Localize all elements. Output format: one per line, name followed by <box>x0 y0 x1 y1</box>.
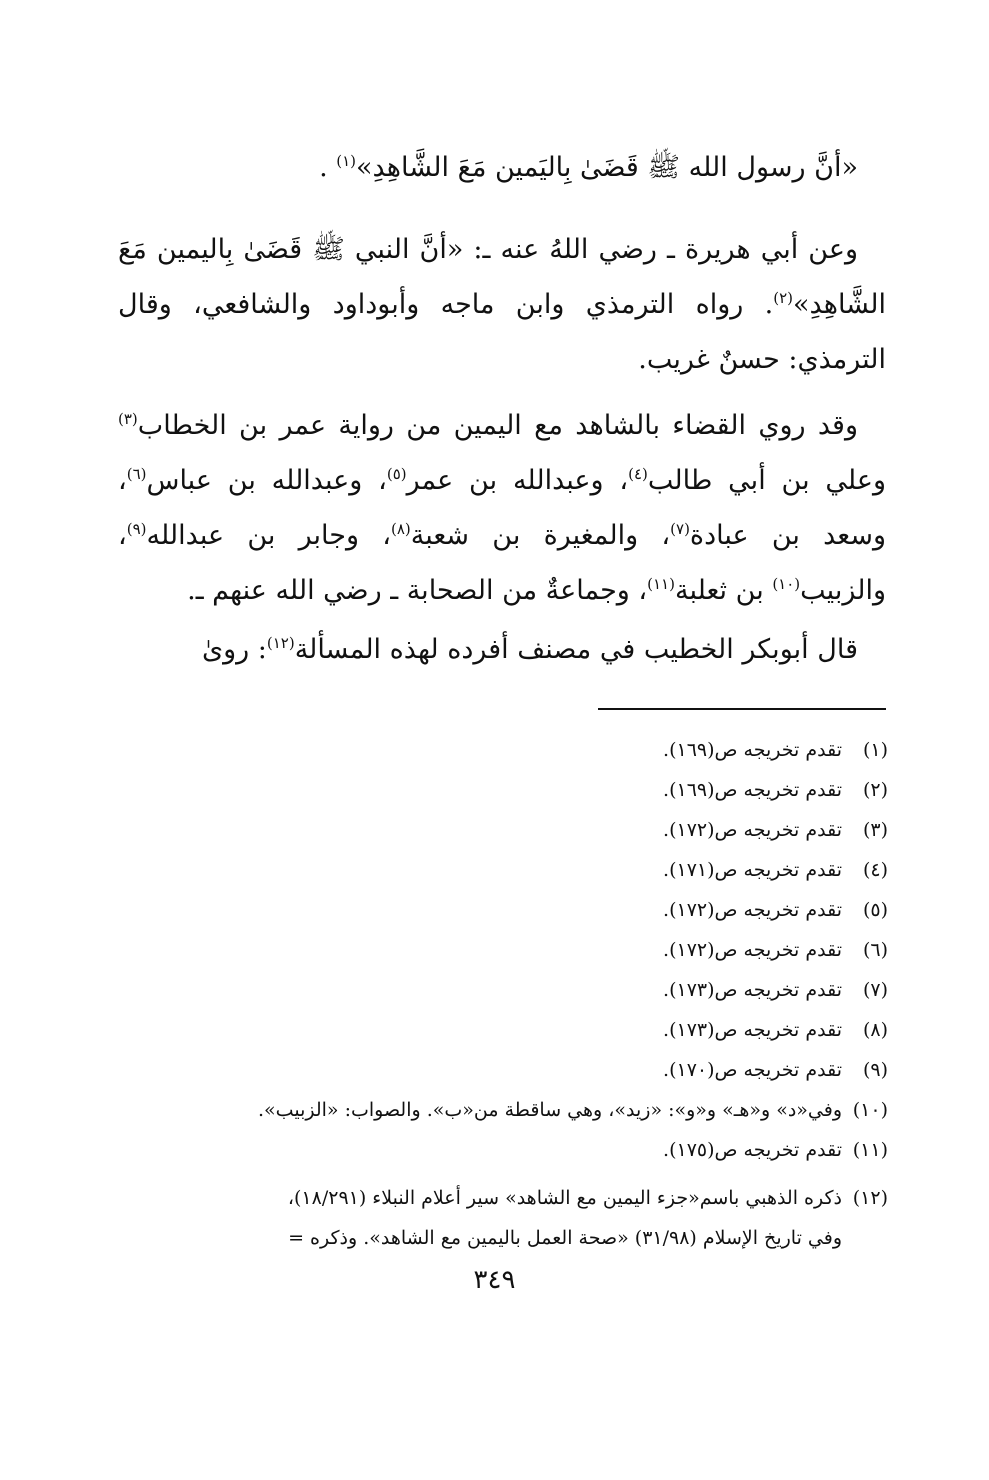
footnote-7 <box>118 970 888 1010</box>
p3-s8: ، والزبيب <box>118 520 886 606</box>
footnote-ref-4: (٤) <box>628 465 648 483</box>
footnote-text: تقدم تخريجه ص(١٧٠). <box>663 1059 842 1081</box>
footnote-ref-7: (٧) <box>670 520 690 538</box>
p3-s6: ، والمغيرة بن شعبة <box>410 520 671 551</box>
p3-s3: ، وعبدالله بن عمر <box>406 465 629 496</box>
footnote-text-continued: وفي تاريخ الإسلام (٣١/٩٨) «صحة العمل باليمين مع الشاهد». وذكره = <box>288 1227 842 1249</box>
paragraph-2-part1: وعن أبي هريرة ـ رضي اللهُ عنه ـ: «أنَّ النبي ﷺ قَضَىٰ بِاليمين مَعَ الشَّاهِدِ» <box>118 234 886 320</box>
footnote-text: ذكره الذهبي باسم«جزء اليمين مع الشاهد» سير أعلام النبلاء (١٨/٢٩١)، <box>287 1187 842 1209</box>
p3-s4: ، وعبدالله بن عباس <box>146 465 387 496</box>
footnote-text: تقدم تخريجه ص(١٧٢). <box>663 939 842 961</box>
paragraph-2 <box>118 222 886 387</box>
footnote-ref-6: (٦) <box>126 465 147 483</box>
paragraph-3 <box>118 398 886 618</box>
footnote-11 <box>118 1130 888 1170</box>
page-number: ٣٤٩ <box>473 1265 516 1295</box>
footnote-text: تقدم تخريجه ص(١٦٩). <box>663 779 842 801</box>
p3-s1: وقد روي القضاء بالشاهد مع اليمين من رواية عمر بن الخطاب <box>137 410 858 441</box>
p3-s10: ، وجماعةٌ من الصحابة ـ رضي الله عنهم ـ. <box>187 575 648 606</box>
footnote-ref-10: (١٠) <box>772 575 801 593</box>
paragraph-1 <box>118 140 886 195</box>
footnote-12 <box>118 1178 888 1258</box>
p3-s9: بن ثعلبة <box>674 575 773 606</box>
footnote-number: (١١) <box>852 1139 888 1161</box>
footnote-text: تقدم تخريجه ص(١٧٥). <box>663 1139 842 1161</box>
footnote-ref-11: (١١) <box>647 575 675 593</box>
footnote-1 <box>118 730 888 770</box>
footnote-2 <box>118 770 888 810</box>
footnote-number: (٧) <box>862 979 888 1001</box>
footnote-4 <box>118 850 888 890</box>
footnote-ref-5: (٥) <box>386 465 407 483</box>
footnote-separator <box>598 708 886 710</box>
footnote-number: (١٢) <box>852 1187 888 1209</box>
footnote-text: تقدم تخريجه ص(١٧٣). <box>663 979 842 1001</box>
hadith-quote: «أنَّ رسول الله ﷺ قَضَىٰ بِاليَمين مَعَ الشَّاهِدِ» <box>356 152 858 183</box>
footnote-ref-2: (٢) <box>773 289 794 307</box>
footnote-number: (٩) <box>862 1059 888 1081</box>
footnote-number: (٥) <box>862 899 888 921</box>
footnote-number: (٨) <box>862 1019 888 1041</box>
footnote-6 <box>118 930 888 970</box>
footnote-ref-9: (٩) <box>126 520 147 538</box>
footnote-number: (١٠) <box>852 1099 888 1121</box>
paragraph-2-part2: . رواه الترمذي وابن ماجه وأبوداود والشافعي، وقال الترمذي: حسنٌ غريب. <box>118 289 886 375</box>
footnote-text: تقدم تخريجه ص(١٧١). <box>663 859 842 881</box>
footnote-number: (٤) <box>862 859 888 881</box>
p3-s7: ، وجابر بن عبدالله <box>146 520 391 551</box>
paragraph-4 <box>118 622 886 677</box>
paragraph-4-text: قال أبوبكر الخطيب في مصنف أفرده لهذه المسألة <box>294 634 858 665</box>
footnote-text: تقدم تخريجه ص(١٦٩). <box>663 739 842 761</box>
p3-s2: وعلي بن أبي طالب <box>647 465 887 496</box>
footnote-number: (٣) <box>862 819 888 841</box>
paragraph-4-tail: : روىٰ <box>201 634 267 665</box>
footnote-12-line-2 <box>118 1218 888 1258</box>
footnote-number: (٢) <box>862 779 888 801</box>
footnote-number: (١) <box>862 739 888 761</box>
footnote-12-line-1 <box>118 1178 888 1218</box>
footnote-text: وفي«د» و«هـ» و«و»: «زيد»، وهي ساقطة من«ب». والصواب: «الزبيب». <box>258 1099 842 1121</box>
footnote-number: (٦) <box>862 939 888 961</box>
footnote-10 <box>118 1090 888 1130</box>
footnote-ref-8: (٨) <box>390 520 411 538</box>
footnote-8 <box>118 1010 888 1050</box>
footnote-text: تقدم تخريجه ص(١٧٢). <box>663 899 842 921</box>
footnote-5 <box>118 890 888 930</box>
footnote-text: تقدم تخريجه ص(١٧٣). <box>663 1019 842 1041</box>
footnote-ref-1: (١) <box>336 152 357 170</box>
footnote-ref-3: (٣) <box>118 410 138 428</box>
p3-s5: ، وسعد بن عبادة <box>118 465 886 551</box>
footnote-ref-12: (١٢) <box>266 634 295 652</box>
footnote-text: تقدم تخريجه ص(١٧٢). <box>663 819 842 841</box>
footnote-3 <box>118 810 888 850</box>
paragraph-1-tail: . <box>319 152 328 183</box>
footnote-9 <box>118 1050 888 1090</box>
